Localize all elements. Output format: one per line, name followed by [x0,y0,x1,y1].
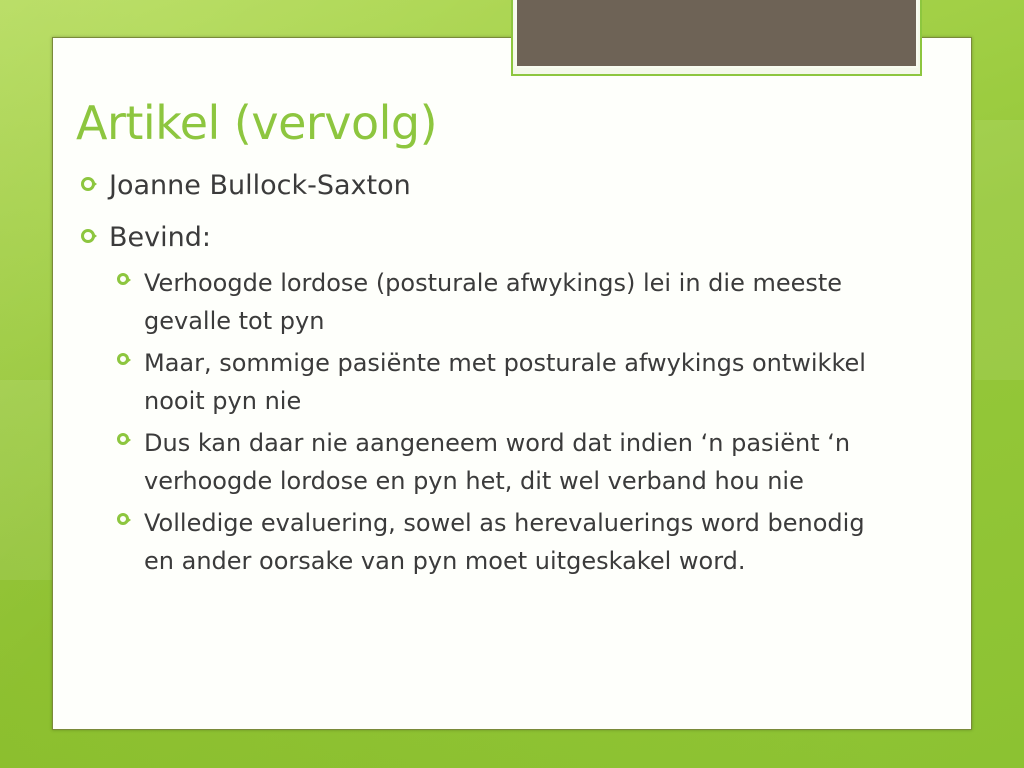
sub-bullet-text: Dus kan daar nie aangeneem word dat indien ‘n pasiënt ‘n verhoogde lordose en pyn het, dit wel verband hou nie [144,429,851,495]
slide-title: Artikel (vervolg) [76,96,438,150]
circle-bullet-icon [81,177,95,191]
sub-bullet-item [80,264,900,340]
circle-bullet-icon [117,513,129,525]
circle-bullet-icon [117,273,129,285]
sub-bullet-text: Volledige evaluering, sowel as herevaluerings word benodig en ander oorsake van pyn moet uitgeskakel word. [144,509,865,575]
circle-bullet-icon [117,433,129,445]
bullet-item [80,168,960,204]
header-photo [515,0,918,68]
sub-bullet-item [80,504,900,580]
sub-bullet-text: Maar, sommige pasiënte met posturale afwykings ontwikkel nooit pyn nie [144,349,866,415]
circle-bullet-icon [81,229,95,243]
sub-bullet-item [80,424,900,500]
bullet-item [80,220,960,256]
sub-bullet-text: Verhoogde lordose (posturale afwykings) lei in die meeste gevalle tot pyn [144,269,843,335]
background-facet [0,380,60,580]
slide-content [80,168,960,584]
background-facet [975,120,1024,380]
sub-bullet-item [80,344,900,420]
circle-bullet-icon [117,353,129,365]
bullet-text: Bevind: [109,222,211,253]
bullet-text: Joanne Bullock-Saxton [109,170,411,201]
